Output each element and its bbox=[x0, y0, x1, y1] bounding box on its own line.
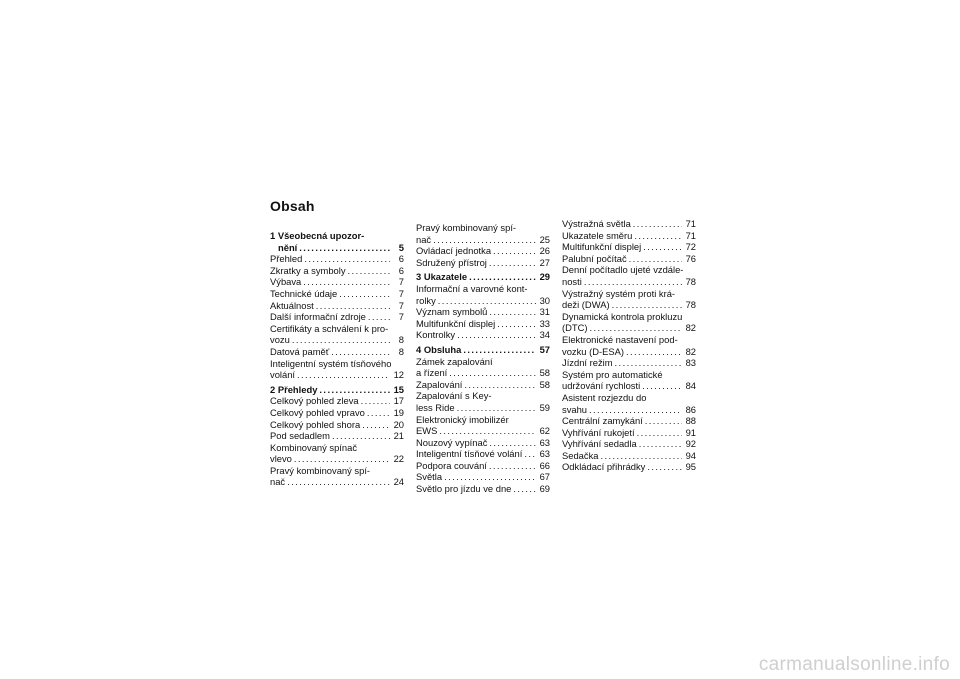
toc-entry[interactable] bbox=[270, 395, 404, 407]
toc-page-number: 58 bbox=[539, 378, 550, 390]
toc-chapter[interactable] bbox=[416, 271, 550, 283]
toc-entry-label: Elektronické nastavení pod- bbox=[562, 333, 678, 345]
toc-entry[interactable] bbox=[270, 346, 404, 358]
toc-entry-label: Zámek zapalování bbox=[416, 355, 493, 367]
dot-leader bbox=[642, 380, 682, 392]
toc-page-number: 58 bbox=[539, 367, 550, 379]
toc-entry[interactable] bbox=[416, 460, 550, 472]
toc-entry-label: nač bbox=[270, 476, 286, 488]
toc-entry-label: vlevo bbox=[270, 453, 292, 465]
toc-entry[interactable] bbox=[562, 288, 696, 311]
dot-leader bbox=[629, 253, 682, 265]
watermark: carmanualsonline.info bbox=[758, 654, 950, 675]
toc-page-number: 30 bbox=[539, 294, 550, 306]
dot-leader bbox=[497, 318, 536, 330]
dot-leader bbox=[339, 288, 390, 300]
toc-entry[interactable] bbox=[270, 407, 404, 419]
dot-leader bbox=[319, 384, 390, 396]
toc-chapter[interactable] bbox=[416, 344, 550, 356]
toc-entry-label: Jízdní režim bbox=[562, 357, 613, 369]
toc-entry-label: Multifunkční displej bbox=[416, 317, 496, 329]
dot-leader bbox=[637, 427, 682, 439]
toc-page-number: 12 bbox=[393, 369, 404, 381]
toc-entry-label: Zapalování bbox=[416, 378, 463, 390]
toc-entry-label: Ovládací jednotka bbox=[416, 245, 492, 257]
toc-entry[interactable] bbox=[562, 253, 696, 265]
toc-entry-label: Multifunkční displej bbox=[562, 241, 642, 253]
dot-leader bbox=[457, 329, 536, 341]
toc-entry-label: vozu bbox=[270, 334, 290, 346]
toc-entry-label: Kombinovaný spínač bbox=[270, 441, 358, 453]
toc-entry-label: Sdružený přístroj bbox=[416, 256, 487, 268]
toc-entry[interactable] bbox=[270, 419, 404, 431]
toc-page-number: 69 bbox=[539, 483, 550, 495]
dot-leader bbox=[438, 295, 536, 307]
toc-entry-label: Technické údaje bbox=[270, 287, 338, 299]
toc-entry-label: Světlo pro jízdu ve dne bbox=[416, 483, 512, 495]
toc-page-number: 57 bbox=[539, 343, 550, 355]
toc-entry[interactable] bbox=[416, 414, 550, 437]
dot-leader bbox=[643, 241, 682, 253]
dot-leader bbox=[584, 276, 682, 288]
toc-entry-label: Datová paměť bbox=[270, 345, 330, 357]
toc-entry-label: svahu bbox=[562, 403, 588, 415]
toc-page-number: 7 bbox=[398, 299, 404, 311]
dot-leader bbox=[493, 245, 536, 257]
toc-entry-label: vozku (D-ESA) bbox=[562, 345, 624, 357]
toc-entry-label: Pravý kombinovaný spí- bbox=[416, 222, 517, 233]
toc-entry-label: Zkratky a symboly bbox=[270, 264, 346, 276]
toc-page-number: 8 bbox=[398, 345, 404, 357]
toc-entry-label: 3 Ukazatele bbox=[416, 271, 468, 283]
dot-leader bbox=[626, 346, 682, 358]
toc-entry-label: Inteligentní tísňové volání bbox=[416, 448, 523, 460]
dot-leader bbox=[463, 344, 536, 356]
toc-entry-label: Celkový pohled vpravo bbox=[270, 406, 365, 418]
toc-entry-label: less Ride bbox=[416, 401, 455, 413]
toc-entry-label: Podpora couvání bbox=[416, 459, 487, 471]
dot-leader bbox=[464, 379, 536, 391]
toc-entry-label: Pod sedadlem bbox=[270, 430, 330, 442]
toc-entry[interactable] bbox=[562, 392, 696, 415]
toc-page-number: 88 bbox=[685, 415, 696, 427]
toc-entry-label: Dynamická kontrola prokluzu bbox=[562, 310, 683, 322]
toc-page-number: 31 bbox=[539, 306, 550, 318]
toc-entry[interactable] bbox=[416, 483, 550, 495]
toc-entry[interactable] bbox=[270, 253, 404, 265]
toc-entry-label: Další informační zdroje bbox=[270, 311, 366, 323]
toc-entry[interactable] bbox=[270, 265, 404, 277]
toc-entry-label: Denní počítadlo ujeté vzdále- bbox=[562, 264, 684, 276]
dot-leader bbox=[615, 357, 682, 369]
toc-page-number: 76 bbox=[685, 252, 696, 264]
toc-entry-label: Palubní počítač bbox=[562, 252, 627, 264]
toc-entry-label: Aktuálnost bbox=[270, 299, 314, 311]
toc-page-number: 83 bbox=[685, 357, 696, 369]
dot-leader bbox=[589, 404, 682, 416]
toc-page-number: 67 bbox=[539, 471, 550, 483]
toc-entry[interactable] bbox=[416, 379, 550, 391]
toc-entry-label: Odkládací přihrádky bbox=[562, 461, 646, 473]
dot-leader bbox=[513, 483, 536, 495]
dot-leader bbox=[469, 271, 536, 283]
toc-entry[interactable] bbox=[562, 230, 696, 242]
toc-entry[interactable] bbox=[416, 222, 550, 245]
toc-entry[interactable] bbox=[416, 283, 550, 306]
toc-entry-label: Výstražný systém proti krá- bbox=[562, 287, 676, 299]
toc-page-number: 15 bbox=[393, 383, 404, 395]
dot-leader bbox=[348, 265, 390, 277]
toc-page-number: 7 bbox=[398, 311, 404, 323]
dot-leader bbox=[367, 407, 390, 419]
toc-entry-label: Inteligentní systém tísňového bbox=[270, 357, 392, 369]
toc-page-number: 92 bbox=[685, 438, 696, 450]
toc-entry[interactable] bbox=[562, 357, 696, 369]
dot-leader bbox=[316, 300, 390, 312]
toc-entry[interactable] bbox=[270, 276, 404, 288]
dot-leader bbox=[444, 471, 536, 483]
toc-entry-label: Nouzový vypínač bbox=[416, 436, 488, 448]
toc-page-number: 22 bbox=[393, 453, 404, 465]
toc-page-number: 71 bbox=[685, 218, 696, 229]
toc-entry[interactable] bbox=[270, 323, 404, 346]
dot-leader bbox=[331, 346, 390, 358]
toc-entry[interactable] bbox=[270, 430, 404, 442]
toc-entry[interactable] bbox=[416, 245, 550, 257]
toc-entry[interactable] bbox=[416, 329, 550, 341]
toc-entry-label: Elektronický imobilizér bbox=[416, 413, 509, 425]
toc-entry[interactable] bbox=[562, 311, 696, 334]
toc-entry-label: Vyhřívání rukojetí bbox=[562, 426, 635, 438]
toc-entry[interactable] bbox=[562, 264, 696, 287]
toc-page-number: 94 bbox=[685, 449, 696, 461]
toc-entry[interactable] bbox=[562, 450, 696, 462]
toc-page-number: 59 bbox=[539, 401, 550, 413]
toc-page-number: 24 bbox=[393, 476, 404, 488]
dot-leader bbox=[292, 334, 390, 346]
toc-entry[interactable] bbox=[270, 300, 404, 312]
toc-column-2 bbox=[416, 222, 550, 495]
toc-page-number: 62 bbox=[539, 425, 550, 437]
toc-page-number: 91 bbox=[685, 426, 696, 438]
dot-leader bbox=[362, 419, 390, 431]
toc-entry-label: Výbava bbox=[270, 276, 302, 288]
toc-entry-label: a řízení bbox=[416, 367, 448, 379]
toc-page-number: 72 bbox=[685, 241, 696, 253]
dot-leader bbox=[433, 234, 536, 246]
toc-page-number: 63 bbox=[539, 436, 550, 448]
toc-entry-label: udržování rychlosti bbox=[562, 380, 641, 392]
dot-leader bbox=[612, 299, 682, 311]
toc-entry-label: deži (DWA) bbox=[562, 299, 610, 311]
dot-leader bbox=[647, 461, 682, 473]
toc-page-number: 26 bbox=[539, 245, 550, 257]
toc-entry[interactable] bbox=[416, 448, 550, 460]
toc-entry-label: Certifikáty a schválení k pro- bbox=[270, 322, 389, 334]
toc-entry-label: Informační a varovné kont- bbox=[416, 282, 528, 294]
toc-page-number: 8 bbox=[398, 334, 404, 346]
toc-page-number: 95 bbox=[685, 461, 696, 473]
dot-leader bbox=[297, 369, 390, 381]
toc-entry-label: 4 Obsluha bbox=[416, 343, 462, 355]
toc-entry-label: Celkový pohled zleva bbox=[270, 395, 359, 407]
dot-leader bbox=[590, 322, 682, 334]
toc-entry-label: Kontrolky bbox=[416, 329, 456, 341]
dot-leader bbox=[303, 276, 390, 288]
dot-leader bbox=[645, 415, 682, 427]
toc-entry[interactable] bbox=[562, 415, 696, 427]
toc-entry[interactable] bbox=[562, 461, 696, 473]
toc-entry[interactable] bbox=[416, 306, 550, 318]
toc-entry[interactable] bbox=[416, 257, 550, 269]
dot-leader bbox=[332, 430, 390, 442]
toc-entry-label: rolky bbox=[416, 294, 436, 306]
toc-entry[interactable] bbox=[562, 218, 696, 230]
toc-entry[interactable] bbox=[562, 427, 696, 439]
toc-page-number: 21 bbox=[393, 430, 404, 442]
dot-leader bbox=[449, 367, 536, 379]
toc-entry-label: nění bbox=[278, 241, 298, 253]
toc-entry-label: Význam symbolů bbox=[416, 306, 488, 318]
toc-entry[interactable] bbox=[416, 437, 550, 449]
dot-leader bbox=[489, 460, 536, 472]
toc-page-number: 86 bbox=[685, 403, 696, 415]
toc-column-3 bbox=[562, 218, 696, 473]
dot-leader bbox=[361, 395, 390, 407]
toc-entry[interactable] bbox=[270, 358, 404, 381]
toc-page-number: 17 bbox=[393, 395, 404, 407]
toc-entry-label: Výstražná světla bbox=[562, 218, 631, 229]
toc-page-number: 66 bbox=[539, 459, 550, 471]
toc-page-number: 19 bbox=[393, 406, 404, 418]
dot-leader bbox=[489, 257, 536, 269]
toc-entry-label: volání bbox=[270, 369, 296, 381]
toc-chapter[interactable] bbox=[270, 384, 404, 396]
page-title: Obsah bbox=[270, 198, 315, 214]
toc-entry-label: 1 Všeobecná upozor- bbox=[270, 230, 365, 241]
toc-page-number: 6 bbox=[398, 253, 404, 265]
dot-leader bbox=[457, 402, 536, 414]
dot-leader bbox=[368, 311, 390, 323]
toc-page-number: 6 bbox=[398, 264, 404, 276]
toc-entry[interactable] bbox=[416, 390, 550, 413]
toc-entry-label: 2 Přehledy bbox=[270, 383, 318, 395]
toc-page-number: 84 bbox=[685, 380, 696, 392]
toc-page-number: 34 bbox=[539, 329, 550, 341]
toc-entry-label: Přehled bbox=[270, 253, 303, 265]
toc-entry[interactable] bbox=[270, 311, 404, 323]
dot-leader bbox=[639, 438, 682, 450]
dot-leader bbox=[634, 230, 682, 242]
toc-entry-label: EWS bbox=[416, 425, 438, 437]
toc-entry-label: (DTC) bbox=[562, 322, 588, 334]
dot-leader bbox=[489, 306, 536, 318]
toc-entry[interactable] bbox=[270, 288, 404, 300]
dot-leader bbox=[439, 425, 536, 437]
toc-page-number: 20 bbox=[393, 418, 404, 430]
toc-entry-label: nač bbox=[416, 233, 432, 245]
toc-entry-label: Systém pro automatické bbox=[562, 368, 663, 380]
toc-entry[interactable] bbox=[562, 438, 696, 450]
dot-leader bbox=[287, 476, 390, 488]
toc-entry-label: Zapalování s Key- bbox=[416, 390, 492, 402]
toc-page-number: 78 bbox=[685, 275, 696, 287]
toc-entry[interactable] bbox=[562, 334, 696, 357]
toc-entry-label: Pravý kombinovaný spí- bbox=[270, 464, 371, 476]
toc-entry[interactable] bbox=[416, 356, 550, 379]
toc-page-number: 5 bbox=[398, 241, 404, 253]
toc-page-number: 71 bbox=[685, 229, 696, 241]
toc-entry-label: Sedačka bbox=[562, 449, 599, 461]
toc-entry[interactable] bbox=[562, 369, 696, 392]
toc-entry-label: Centrální zamykání bbox=[562, 415, 643, 427]
dot-leader bbox=[304, 253, 390, 265]
toc-entry[interactable] bbox=[270, 442, 404, 465]
toc-entry-label: Asistent rozjezdu do bbox=[562, 391, 647, 403]
toc-page-number: 82 bbox=[685, 322, 696, 334]
dot-leader bbox=[633, 218, 682, 230]
dot-leader bbox=[489, 437, 536, 449]
toc-page-number: 7 bbox=[398, 287, 404, 299]
toc-page-number: 63 bbox=[539, 448, 550, 460]
toc-entry-label: nosti bbox=[562, 275, 582, 287]
toc-entry[interactable] bbox=[562, 241, 696, 253]
dot-leader bbox=[299, 242, 390, 254]
toc-page-number: 82 bbox=[685, 345, 696, 357]
toc-page-number: 78 bbox=[685, 299, 696, 311]
dot-leader bbox=[294, 453, 390, 465]
toc-entry-label: Ukazatele směru bbox=[562, 229, 633, 241]
toc-page-number: 27 bbox=[539, 256, 550, 268]
toc-page-number: 7 bbox=[398, 276, 404, 288]
toc-page-number: 33 bbox=[539, 317, 550, 329]
toc-entry[interactable] bbox=[270, 465, 404, 488]
toc-column-1 bbox=[270, 230, 404, 488]
toc-page-number: 25 bbox=[539, 233, 550, 245]
toc-entry-label: Světla bbox=[416, 471, 443, 483]
toc-page-number: 29 bbox=[539, 271, 550, 283]
toc-entry[interactable] bbox=[416, 318, 550, 330]
dot-leader bbox=[524, 448, 536, 460]
toc-entry-label: Vyhřívání sedadla bbox=[562, 438, 637, 450]
dot-leader bbox=[600, 450, 682, 462]
toc-entry-label: Celkový pohled shora bbox=[270, 418, 361, 430]
toc-entry[interactable] bbox=[416, 471, 550, 483]
toc-chapter[interactable] bbox=[270, 230, 404, 253]
